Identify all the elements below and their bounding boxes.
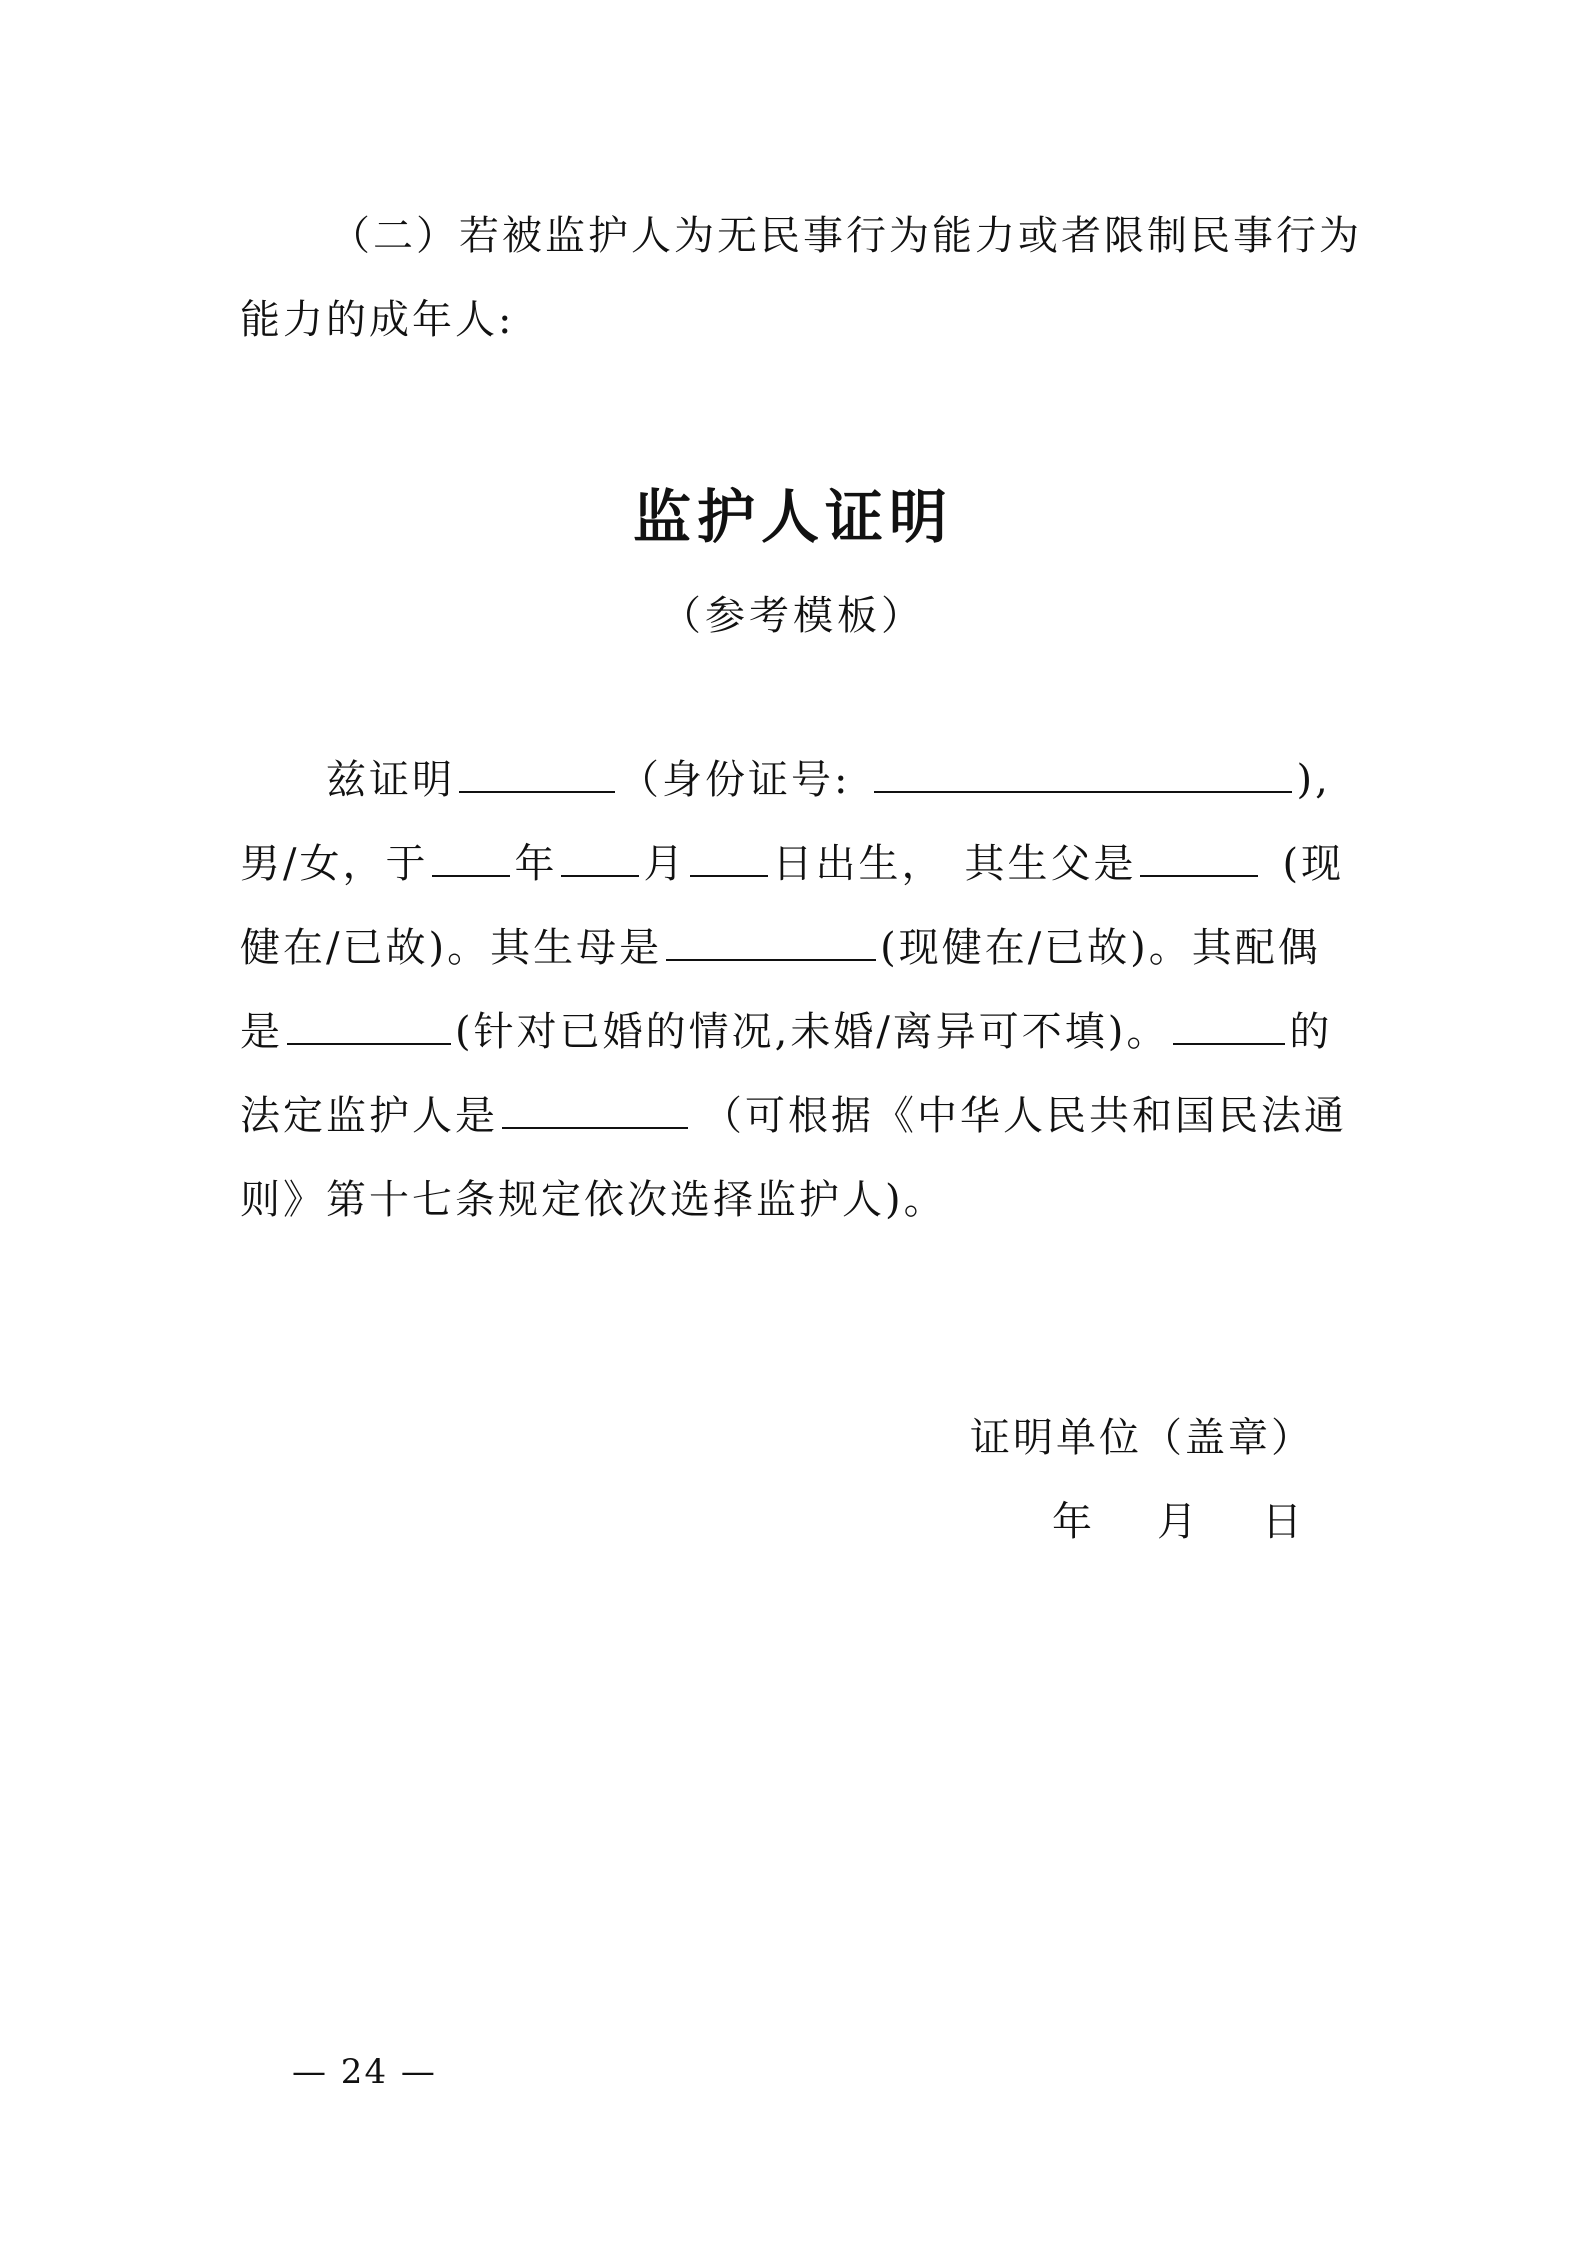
name-blank[interactable] <box>459 757 615 793</box>
guardian-blank[interactable] <box>502 1093 688 1129</box>
body-text: (针对已婚的情况,未婚/离异可不填)。 <box>455 1009 1170 1055</box>
signature-date <box>1052 1498 1305 1546</box>
body-text: 法定监护人是 <box>240 1093 498 1139</box>
body-line-6: 则》第十七条规定依次选择监护人)。 <box>240 1177 947 1223</box>
date-year: 年 <box>1052 1499 1095 1545</box>
body-text: 月 <box>643 841 687 887</box>
body-text: （可根据《中华人民共和国民法通 <box>702 1093 1347 1139</box>
date-month: 月 <box>1157 1499 1200 1545</box>
body-text: （身份证号: <box>619 757 851 803</box>
body-line-5 <box>240 1092 1347 1140</box>
document-subtitle: （参考模板） <box>661 593 925 639</box>
month-blank[interactable] <box>561 841 639 877</box>
page-number: — 24 — <box>292 2052 437 2092</box>
document-title: 监护人证明 <box>632 483 953 551</box>
body-text: 兹证明 <box>326 757 455 803</box>
body-line-4 <box>240 1008 1332 1056</box>
body-text: (现健在/已故)。其配偶 <box>880 925 1321 971</box>
date-day: 日 <box>1262 1499 1305 1545</box>
body-text: 其生父是 <box>964 841 1137 887</box>
intro-line-2: 能力的成年人: <box>240 297 515 343</box>
body-line-1 <box>326 756 1331 804</box>
body-text: (现 <box>1282 841 1345 887</box>
body-text: 的 <box>1289 1009 1333 1055</box>
body-text: 是 <box>240 1009 283 1055</box>
body-text: ), <box>1296 757 1331 803</box>
body-line-2 <box>240 840 1344 888</box>
father-blank[interactable] <box>1140 841 1258 877</box>
body-text: 年 <box>514 841 558 887</box>
day-blank[interactable] <box>690 841 768 877</box>
year-blank[interactable] <box>432 841 510 877</box>
spouse-blank[interactable] <box>287 1009 451 1045</box>
signature-unit: 证明单位（盖章） <box>970 1415 1314 1461</box>
id-number-blank[interactable] <box>874 757 1292 793</box>
intro-line-1: （二）若被监护人为无民事行为能力或者限制民事行为 <box>330 213 1362 259</box>
ward-name-blank[interactable] <box>1173 1009 1285 1045</box>
mother-blank[interactable] <box>666 925 876 961</box>
body-text: 日出生， <box>772 841 945 887</box>
body-text: 男/女，于 <box>240 841 429 887</box>
body-text: 健在/已故)。其生母是 <box>240 925 663 971</box>
body-line-3 <box>240 924 1321 972</box>
